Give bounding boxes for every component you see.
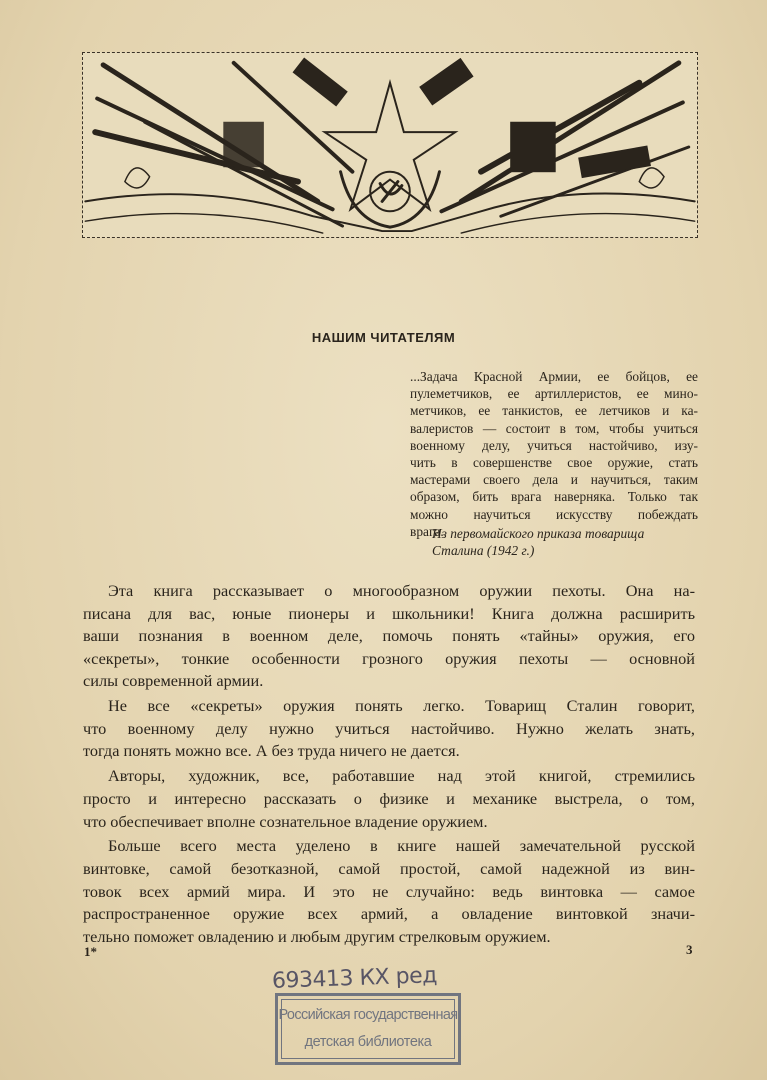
page-number: 3 bbox=[686, 942, 693, 957]
library-stamp bbox=[275, 993, 461, 1065]
epigraph-source-line: Сталина (1942 г.) bbox=[432, 543, 535, 558]
body-text bbox=[83, 580, 695, 951]
signature-mark: 1* bbox=[84, 944, 97, 959]
text-line: распространенное оружие всех армий, а овладение винтовкой значи- bbox=[83, 904, 695, 924]
text-line: тельно поможет овладению и любым другим стрелковым оружием. bbox=[83, 926, 551, 946]
text-line: силы современной армии. bbox=[83, 671, 264, 691]
epigraph-line: можно научиться искусству побеждать bbox=[410, 506, 698, 522]
text-line: что военному делу нужно учиться настойчиво. Нужно желать знать, bbox=[83, 718, 695, 738]
text-line: «секреты», тонкие особенности грозного оружия пехоты — основной bbox=[83, 648, 695, 668]
text-line: Авторы, художник, все, работавшие над этой книгой, стремились bbox=[108, 766, 695, 786]
text-line: винтовке, самой безотказной, самой простой, самой надежной из вин- bbox=[83, 859, 695, 879]
paragraph bbox=[83, 835, 695, 948]
epigraph-line: метчиков, ее танкистов, ее летчиков и ка- bbox=[410, 403, 698, 419]
stamp-line-1: Российская государственная bbox=[278, 1007, 458, 1023]
text-line: тогда понять можно все. А без труда ничего не дается. bbox=[83, 741, 460, 761]
text-line: что обеспечивает вполне сознательное владение оружием. bbox=[83, 811, 488, 831]
epigraph-line: военному делу, учиться настойчиво, изу- bbox=[410, 437, 698, 453]
text-line: писана для вас, юные пионеры и школьники! Книга должна расширить bbox=[83, 603, 695, 623]
section-heading: НАШИМ ЧИТАТЕЛЯМ bbox=[311, 330, 456, 345]
paragraph bbox=[83, 580, 695, 693]
text-line: ваши познания в военном деле, помочь понять «тайны» оружия, его bbox=[83, 626, 695, 646]
epigraph-line: ...Задача Красной Армии, ее бойцов, ее bbox=[410, 369, 698, 384]
weapons-engraving-svg bbox=[83, 53, 697, 237]
epigraph-line: образом, бить врага наверняка. Только так bbox=[410, 489, 698, 505]
epigraph-line: мастерами своего дела и научиться, таким bbox=[410, 472, 698, 488]
text-line: Больше всего места уделено в книге нашей замечательной русской bbox=[108, 836, 695, 856]
text-line: товок всех армий мира. И это не случайно: ведь винтовка — самое bbox=[83, 881, 695, 901]
epigraph-line: пулеметчиков, ее артиллеристов, ее мино- bbox=[410, 386, 698, 402]
epigraph-quote bbox=[410, 368, 698, 540]
handwritten-inventory-number: 693413 КХ ред bbox=[271, 963, 438, 994]
epigraph-line: врага. bbox=[410, 523, 444, 539]
epigraph-source-line: Из первомайского приказа товарища bbox=[432, 526, 645, 541]
weapons-engraving-illustration bbox=[82, 52, 698, 238]
text-line: Не все «секреты» оружия понять легко. Товарищ Сталин говорит, bbox=[108, 696, 695, 716]
epigraph-line: валеристов — состоит в том, чтобы учиться bbox=[410, 420, 698, 436]
paragraph bbox=[83, 765, 695, 833]
text-line: Эта книга рассказывает о многообразном оружии пехоты. Она на- bbox=[108, 581, 695, 600]
stamp-line-2: детская библиотека bbox=[304, 1034, 432, 1050]
text-line: просто и интересно рассказать о физике и механике выстрела, о том, bbox=[83, 788, 695, 808]
epigraph-source bbox=[410, 525, 698, 559]
paragraph bbox=[83, 695, 695, 763]
epigraph-line: чить в совершенстве свое оружие, стать bbox=[410, 455, 698, 471]
